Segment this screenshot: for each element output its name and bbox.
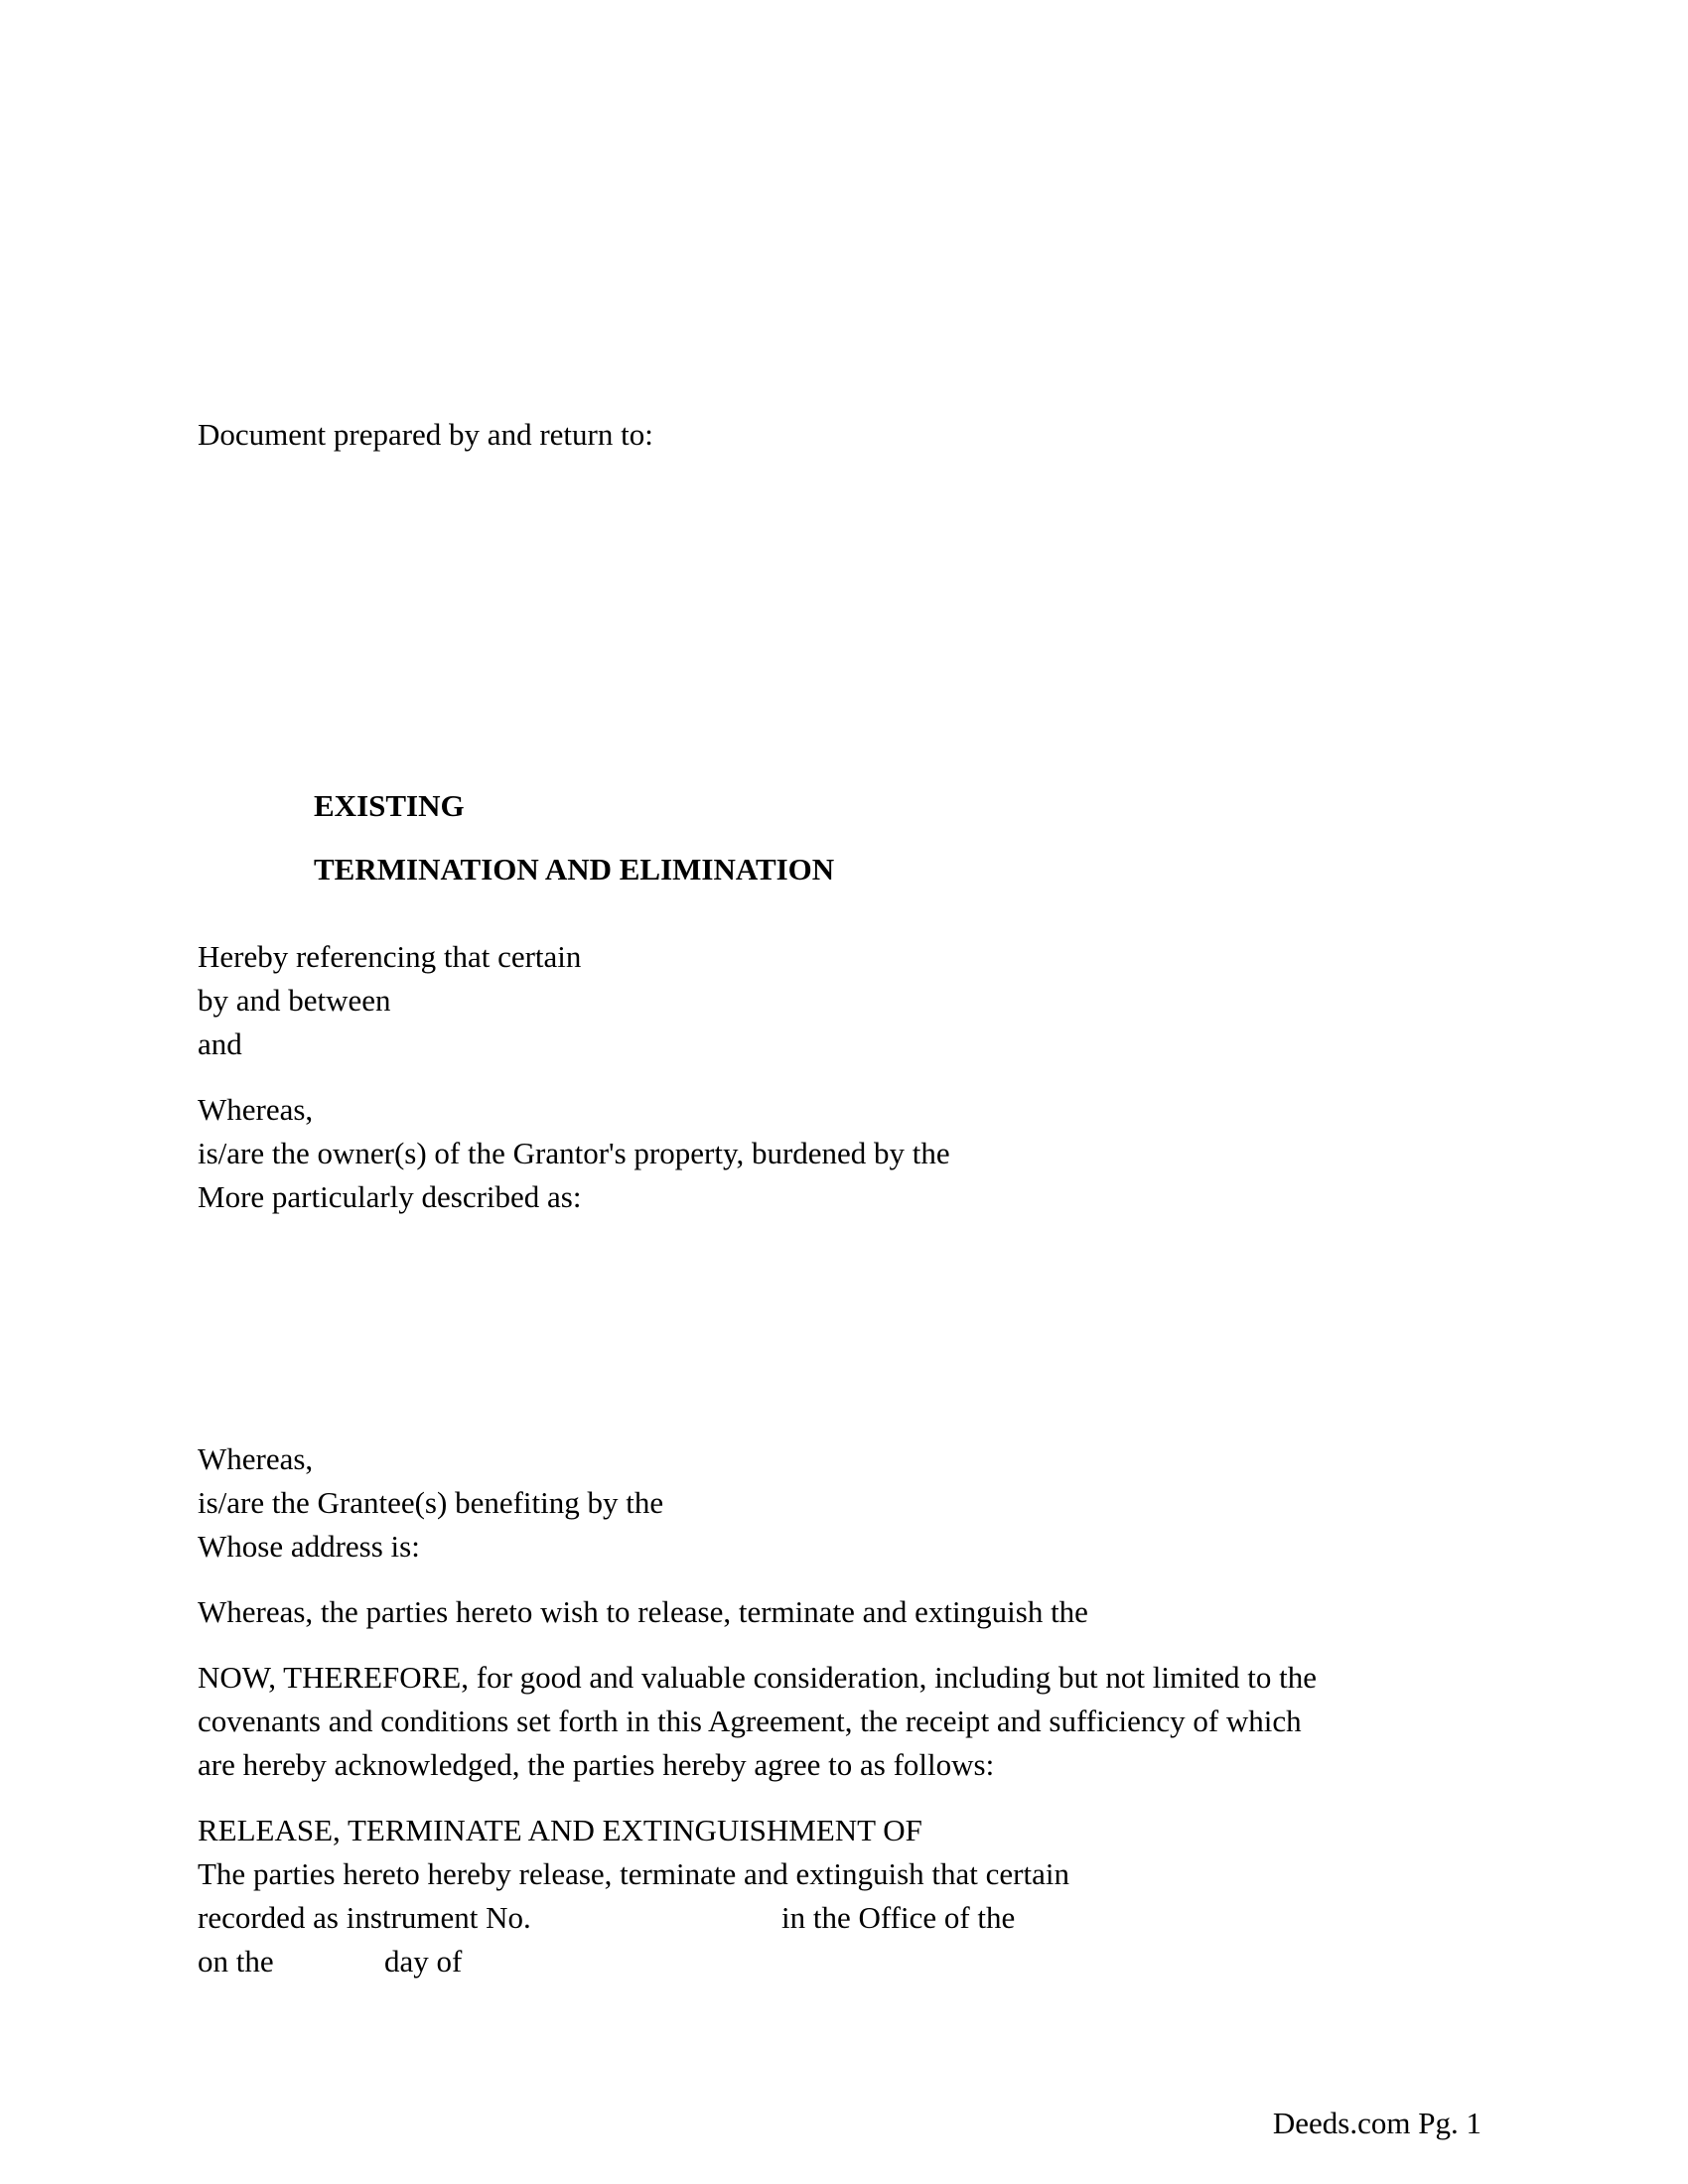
reference-line-2: by and between	[198, 983, 391, 1018]
on-the-label: on the	[198, 1944, 274, 1979]
title-line-1: EXISTING	[314, 788, 465, 823]
whereas-grantee-line-2: is/are the Grantee(s) benefiting by the	[198, 1485, 664, 1520]
reference-line-3: and	[198, 1026, 242, 1061]
page-footer: Deeds.com Pg. 1	[1272, 2106, 1481, 2140]
office-of-label: in the Office of the	[781, 1900, 1016, 1935]
whereas-grantee-line-3: Whose address is:	[198, 1529, 420, 1564]
prepared-by-line: Document prepared by and return to:	[198, 417, 653, 452]
now-therefore-line-1: NOW, THEREFORE, for good and valuable consideration, including but not limited to the	[198, 1660, 1318, 1695]
release-line-1: The parties hereto hereby release, terminate and extinguish that certain	[198, 1856, 1069, 1891]
day-of-label: day of	[384, 1944, 463, 1979]
reference-line-1: Hereby referencing that certain	[198, 939, 582, 974]
now-therefore-line-3: are hereby acknowledged, the parties hereby agree to as follows:	[198, 1747, 995, 1782]
title-line-2: TERMINATION AND ELIMINATION	[314, 852, 835, 887]
whereas-owner-line-2: is/are the owner(s) of the Grantor's property, burdened by the	[198, 1136, 950, 1170]
now-therefore-line-2: covenants and conditions set forth in this Agreement, the receipt and sufficiency of which	[198, 1704, 1302, 1738]
release-heading: RELEASE, TERMINATE AND EXTINGUISHMENT OF	[198, 1813, 922, 1847]
whereas-owner-line-1: Whereas,	[198, 1092, 314, 1127]
whereas-release-line: Whereas, the parties hereto wish to release, terminate and extinguish the	[198, 1594, 1088, 1629]
whereas-grantee-line-1: Whereas,	[198, 1441, 314, 1476]
recorded-instrument-label: recorded as instrument No.	[198, 1900, 531, 1935]
whereas-owner-line-3: More particularly described as:	[198, 1179, 582, 1214]
